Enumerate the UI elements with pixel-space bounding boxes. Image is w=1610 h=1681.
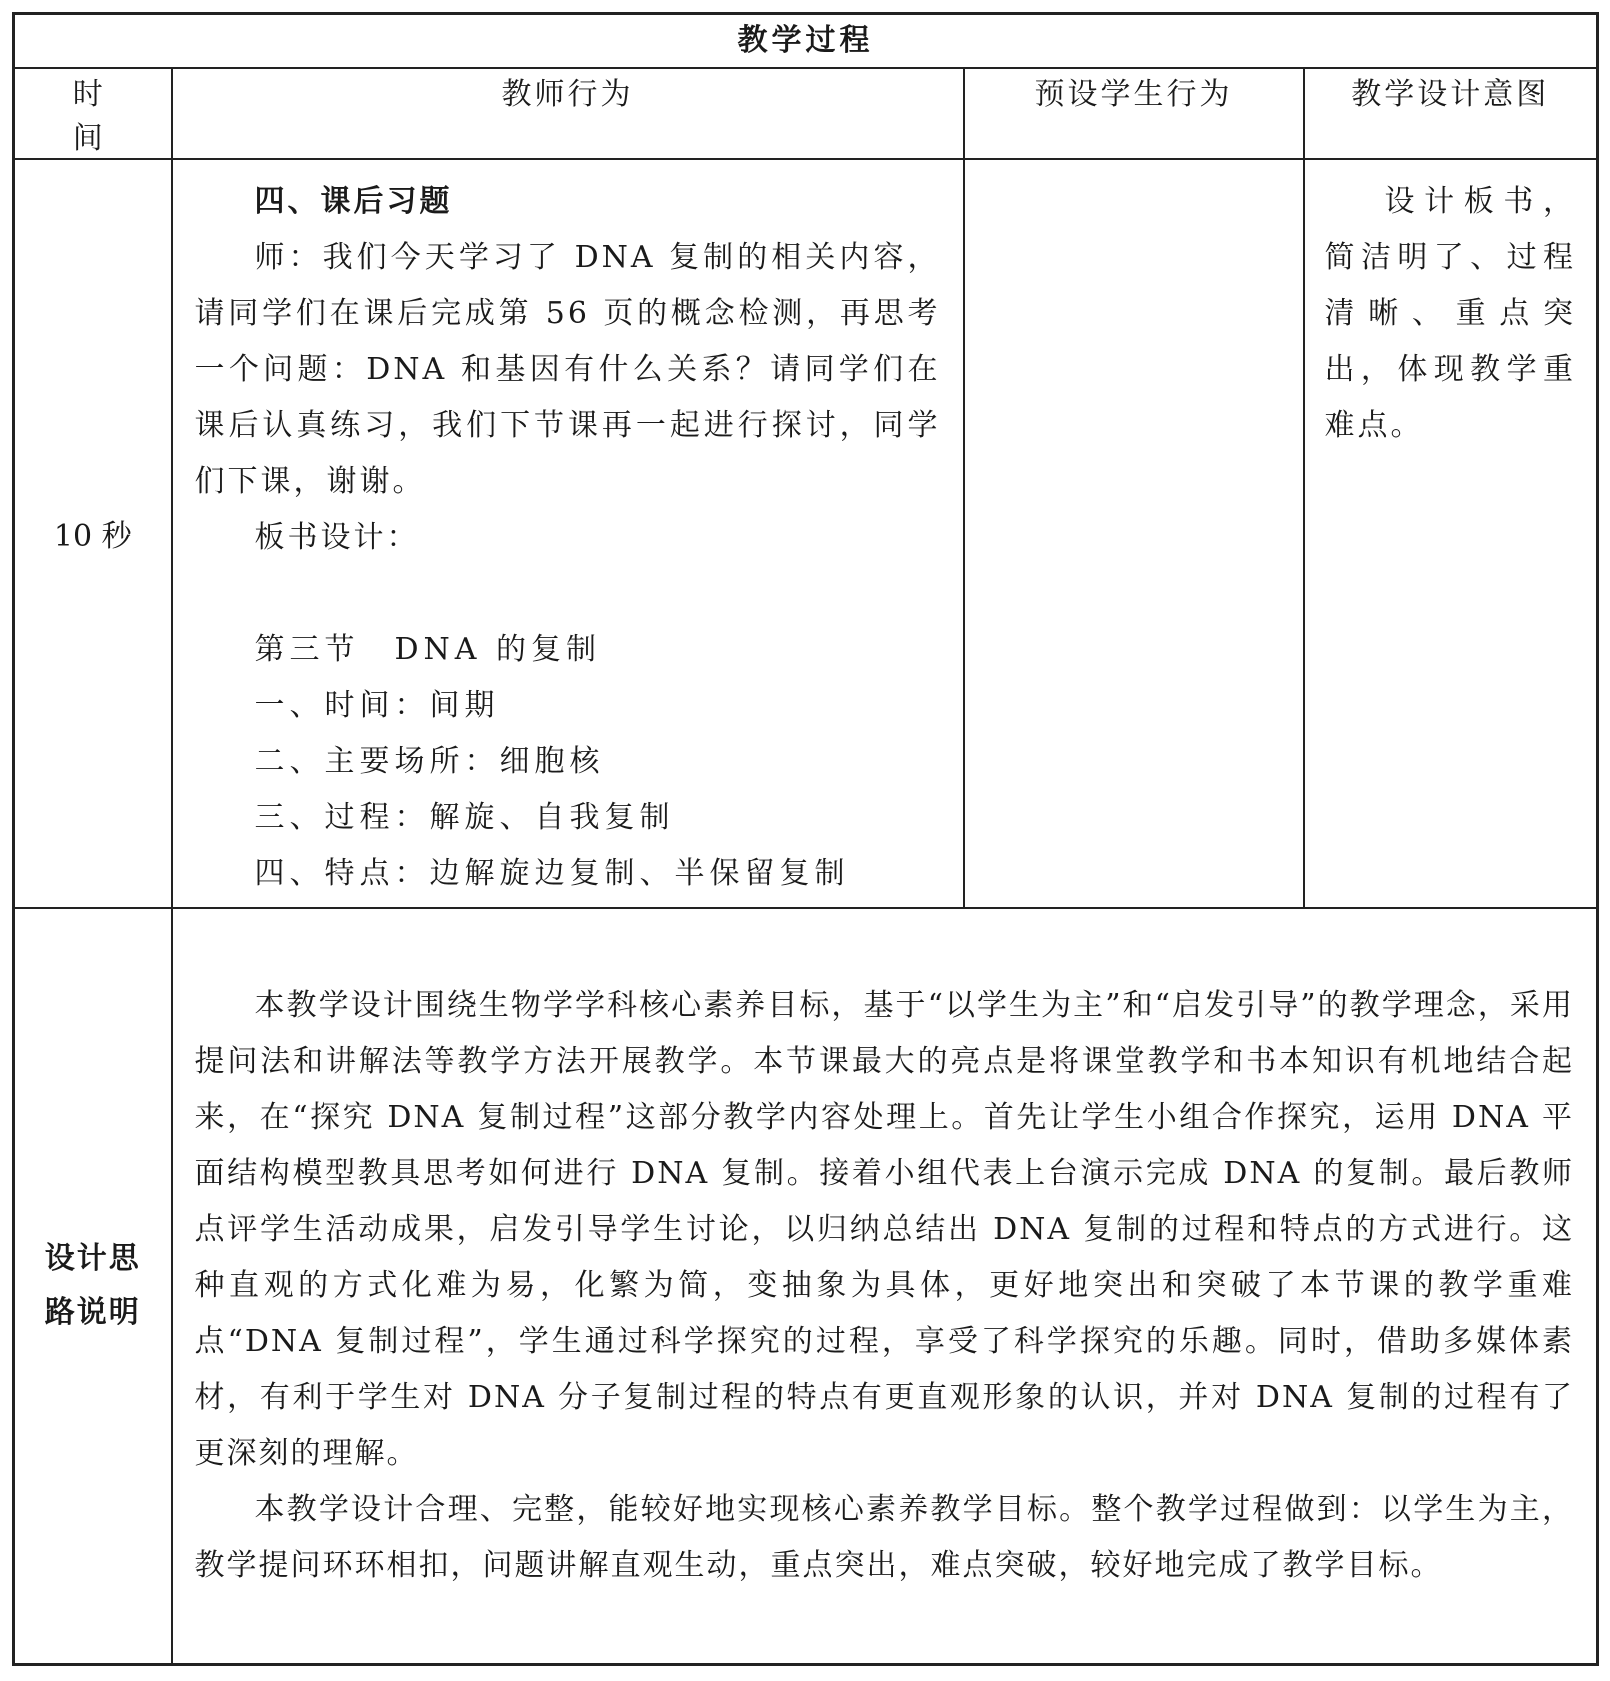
board-line: 二、主要场所：细胞核 [254, 743, 605, 779]
design-paragraph: 本教学设计合理、完整，能较好地实现核心素养教学目标。整个教学过程做到：以学生为主，教学提问环环相扣，问题讲解直观生动，重点突出，难点突破，较好地完成了教学目标。 [194, 1491, 1574, 1583]
design-intent-cell [1304, 159, 1598, 908]
teacher-paragraph: 师：我们今天学习了 DNA 复制的相关内容，请同学们在课后完成第 56 页的概念检测，再思考一个问题：DNA 和基因有什么关系？请同学们在课后认真练习，我们下节课再一起进行探讨，同学们下课，谢谢。 [194, 239, 941, 499]
design-paragraph: 本教学设计围绕生物学学科核心素养目标，基于“以学生为主”和“启发引导”的教学理念，采用提问法和讲解法等教学方法开展教学。本节课最大的亮点是将课堂教学和书本知识有机地结合起来，在“探究 DNA 复制过程”这部分教学内容处理上。首先让学生小组合作探究，运用 DNA 平面结构模型教具思考如何进行 DNA 复制。接着小组代表上台演示完成 DNA 的复制。最后教师点评学生活动成果，启发引导学生讨论，以归纳总结出 DNA 复制的过程和特点的方式进行。这种直观的方式化难为易，化繁为简，变抽象为具体，更好地突出和突破了本节课的教学重难点“DNA 复制过程”，学生通过科学探究的过程，享受了科学探究的乐趣。同时，借助多媒体素材，有利于学生对 DNA 分子复制过程的特点有更直观形象的认识，并对 DNA 复制的过程有了更深刻的理解。 [194, 987, 1574, 1471]
board-design-label: 板书设计： [254, 519, 420, 555]
header-student-behavior: 预设学生行为 [964, 68, 1304, 159]
student-behavior-cell [964, 159, 1304, 908]
teaching-process-table [12, 12, 1599, 1666]
teacher-behavior-cell [172, 159, 964, 908]
table-title: 教学过程 [14, 14, 1598, 69]
header-teacher-behavior: 教师行为 [172, 68, 964, 159]
table-header-row [14, 68, 1598, 159]
table-row [14, 159, 1598, 908]
board-design [195, 622, 941, 902]
design-rationale-row [14, 908, 1598, 1665]
section-heading: 四、课后习题 [254, 183, 453, 219]
time-value: 10 秒 [14, 159, 172, 908]
design-label-line: 设计思 [44, 1240, 141, 1276]
board-line: 一、时间：间期 [254, 687, 500, 723]
board-line: 四、特点：边解旋边复制、半保留复制 [254, 855, 850, 891]
spacer [195, 566, 941, 622]
design-label-line: 路说明 [44, 1294, 141, 1330]
header-design-intent: 教学设计意图 [1304, 68, 1598, 159]
table-title-row [14, 14, 1598, 69]
lesson-plan-sheet [12, 12, 1596, 1666]
board-line: 三、过程：解旋、自我复制 [254, 799, 675, 835]
design-intent-text: 设计板书，简洁明了、过程清晰、重点突出，体现教学重难点。 [1324, 183, 1576, 443]
design-rationale-text [172, 908, 1598, 1665]
design-rationale-label [14, 908, 172, 1665]
header-time: 时间 [14, 68, 172, 159]
board-line: 第三节 DNA 的复制 [254, 631, 602, 667]
